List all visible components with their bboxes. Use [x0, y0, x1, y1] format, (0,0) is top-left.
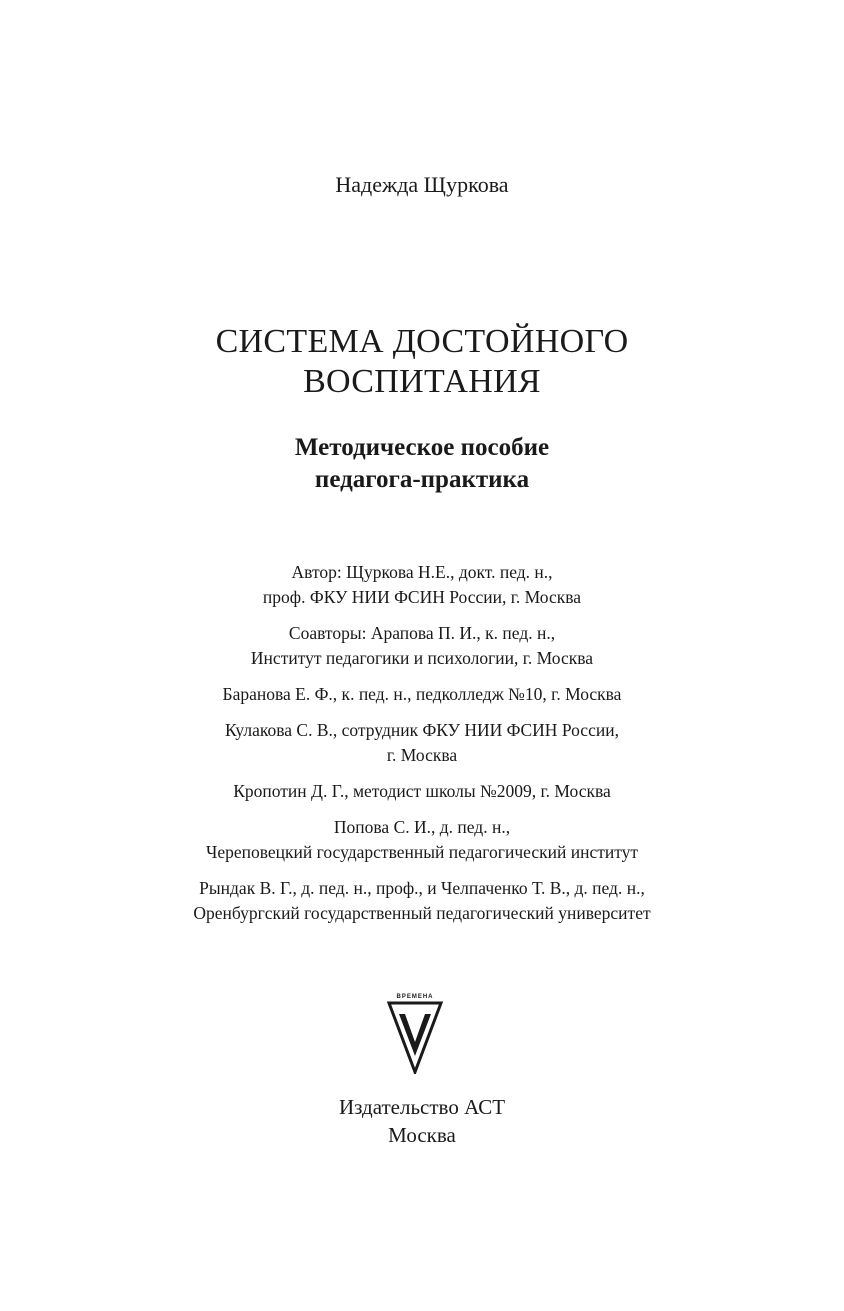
credit-kulakova	[0, 718, 844, 768]
credit-line: Кропотин Д. Г., методист школы №2009, г. Москва	[233, 781, 611, 801]
logo-text: ВРЕМЕНА	[396, 994, 434, 1000]
credit-ryndak-chelpachenko	[0, 876, 844, 926]
credit-line: Баранова Е. Ф., к. пед. н., педколледж №10, г. Москва	[222, 684, 622, 704]
publisher-city: Москва	[388, 1123, 456, 1147]
book-title	[0, 322, 844, 402]
book-subtitle-line-1: Методическое пособие	[294, 434, 550, 461]
credit-line: Попова С. И., д. пед. н.,	[333, 817, 511, 837]
publisher-info	[0, 1093, 844, 1149]
logo-outer-triangle	[389, 1003, 441, 1072]
credit-line: Автор: Щуркова Н.Е., докт. пед. н.,	[291, 562, 553, 582]
credit-line: Череповецкий государственный педагогический институт	[205, 842, 639, 862]
credit-kropotin	[0, 779, 844, 804]
book-subtitle-line-2: педагога-практика	[314, 466, 530, 493]
credits-block	[0, 560, 844, 937]
credit-line: проф. ФКУ НИИ ФСИН России, г. Москва	[262, 587, 582, 607]
credit-popova	[0, 815, 844, 865]
credit-line: Рындак В. Г., д. пед. н., проф., и Челпаченко Т. В., д. пед. н.,	[199, 878, 645, 898]
book-subtitle	[0, 432, 844, 496]
credit-line: г. Москва	[386, 745, 458, 765]
logo-inner-v	[399, 1014, 431, 1056]
publisher-name: Издательство АСТ	[338, 1095, 506, 1119]
credit-line: Соавторы: Арапова П. И., к. пед. н.,	[288, 623, 556, 643]
credit-baranova	[0, 682, 844, 707]
publisher-logo-icon	[385, 990, 445, 1074]
credit-line: Кулакова С. В., сотрудник ФКУ НИИ ФСИН России,	[225, 720, 619, 740]
credit-line: Оренбургский государственный педагогический университет	[193, 903, 651, 923]
credit-coauthors	[0, 621, 844, 671]
credit-author	[0, 560, 844, 610]
credit-line: Институт педагогики и психологии, г. Москва	[250, 648, 594, 668]
author-name: Надежда Щуркова	[335, 172, 509, 197]
book-title-line-2: ВОСПИТАНИЯ	[303, 363, 541, 400]
book-title-line-1: СИСТЕМА ДОСТОЙНОГО	[215, 323, 629, 360]
